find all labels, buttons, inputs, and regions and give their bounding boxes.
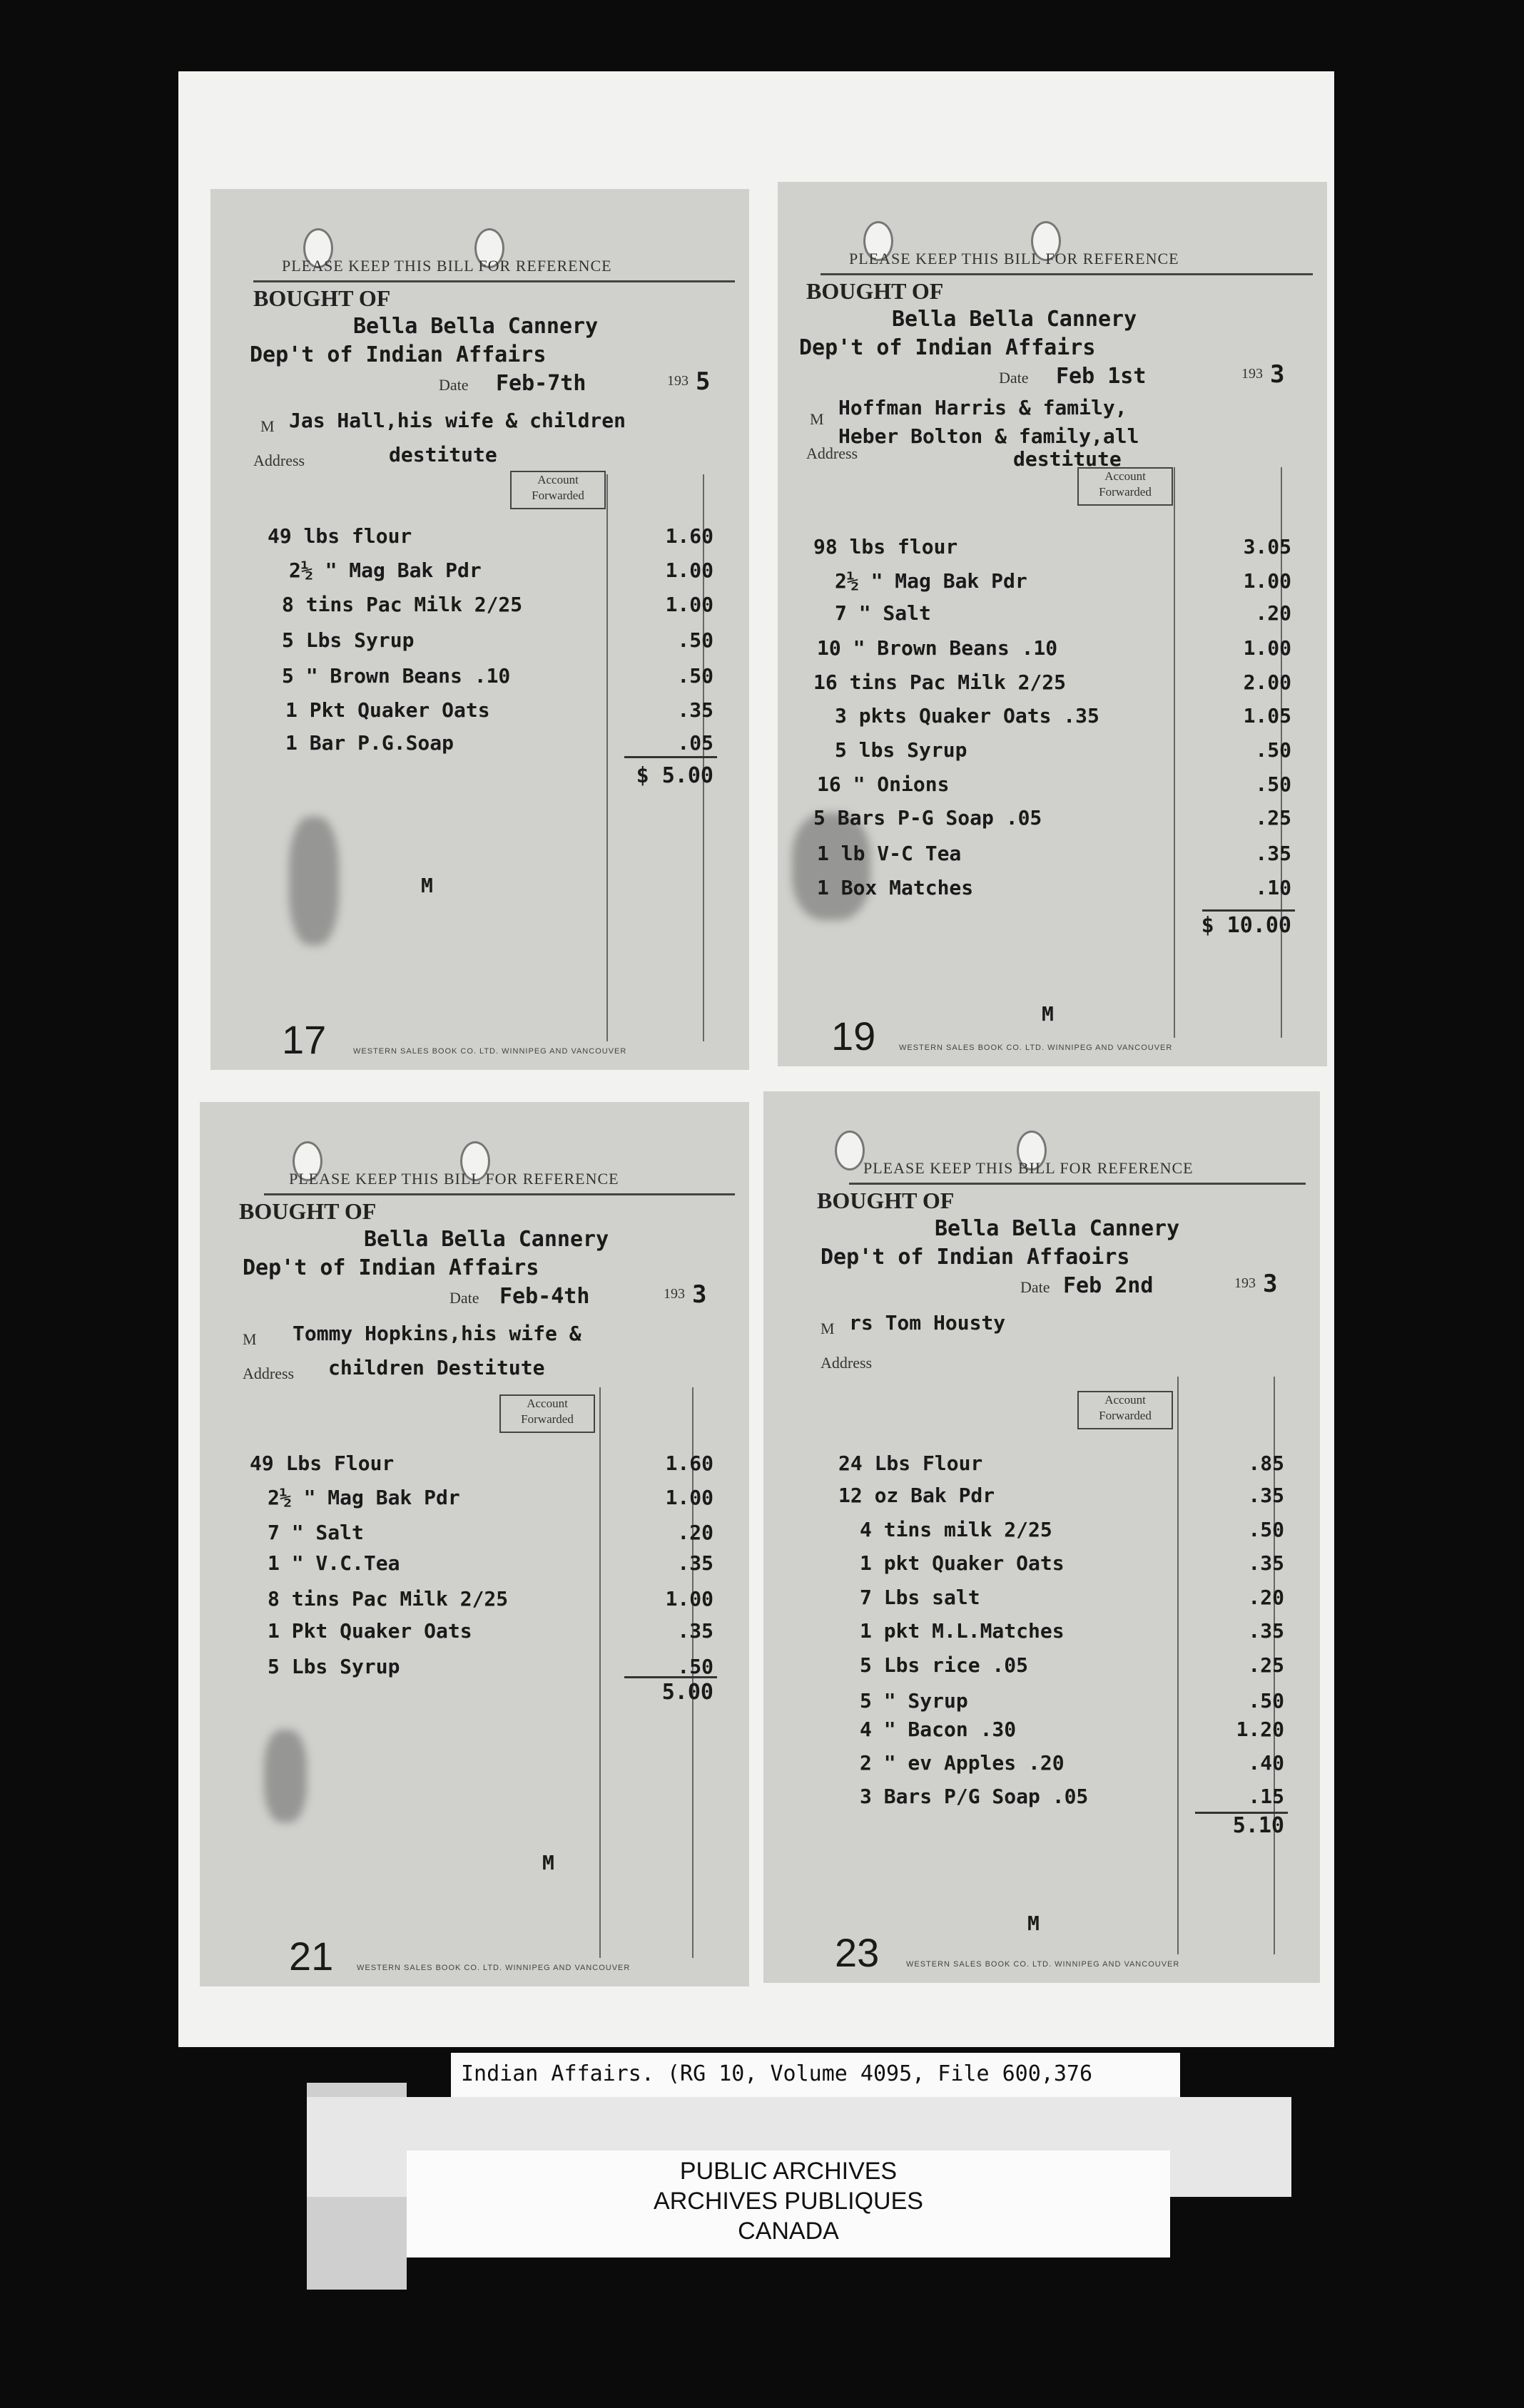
address-label: Address [806,444,858,462]
account-label: Account [527,1397,568,1410]
account-forwarded-box [499,1394,595,1433]
bill-header-note: PLEASE KEEP THIS BILL FOR REFERENCE [289,1170,619,1188]
line-item [813,1484,1306,1518]
total-rule [624,756,717,758]
line-item [253,628,735,663]
line-item [806,569,1313,603]
bill-header-note: PLEASE KEEP THIS BILL FOR REFERENCE [849,250,1179,267]
item-amount: .20 [1248,1586,1284,1609]
signature-mark: M [542,1851,554,1874]
year-prefix: 193 [1241,366,1263,382]
bill-number: 21 [289,1934,334,1979]
bill-header-note: PLEASE KEEP THIS BILL FOR REFERENCE [863,1159,1194,1177]
bought-of-label: BOUGHT OF [239,1198,377,1224]
item-amount: .25 [1248,1653,1284,1677]
bill-number: 17 [282,1017,327,1062]
customer-name-line2: Heber Bolton & family,all [838,424,1139,448]
printer-imprint: WESTERN SALES BOOK CO. LTD. WINNIPEG AND VANCOUVER [906,1960,1180,1969]
item-amount: 1.60 [665,1452,713,1475]
line-item [806,704,1313,738]
item-amount: .50 [1248,1689,1284,1713]
vendor-dept: Dep't of Indian Affairs [243,1255,539,1280]
bill-total: $ 5.00 [636,763,713,788]
account-label: Account [1104,469,1146,483]
caption-text: Indian Affairs. (RG 10, Volume 4095, File 600,376 [461,2061,1093,2086]
line-item [253,593,735,627]
bill-total: 5.00 [661,1680,713,1705]
item-desc: 4 tins milk 2/25 [860,1518,1052,1541]
year-prefix: 193 [1234,1275,1256,1291]
line-item [813,1619,1306,1653]
total-rule [1202,909,1295,912]
line-item [235,1486,735,1520]
year-digit: 3 [1263,1270,1278,1298]
line-item [813,1586,1306,1620]
signature-mark: M [1027,1912,1040,1935]
line-item [813,1518,1306,1552]
forwarded-label: Forwarded [1099,1409,1152,1422]
year-digit: 3 [692,1280,707,1309]
date-label: Date [999,369,1029,387]
item-amount: .35 [677,1619,713,1643]
customer-name: Hoffman Harris & family, [838,396,1127,419]
line-item [806,738,1313,772]
item-amount: 1.00 [1243,569,1291,593]
item-desc: 49 Lbs Flour [250,1452,395,1475]
vendor-dept: Dep't of Indian Affairs [250,342,547,367]
year-prefix: 193 [664,1286,685,1302]
printer-imprint: WESTERN SALES BOOK CO. LTD. WINNIPEG AND VANCOUVER [899,1044,1173,1052]
bill-17 [210,189,749,1070]
item-amount: 1.00 [665,1587,713,1611]
line-item [813,1751,1306,1785]
line-item [813,1718,1306,1752]
item-desc: 8 tins Pac Milk 2/25 [282,593,523,616]
forwarded-label: Forwarded [1099,485,1152,499]
item-amount: .20 [1255,601,1291,625]
item-amount: .10 [1255,876,1291,899]
line-item [806,842,1313,876]
account-forwarded-box [1077,467,1173,506]
printer-imprint: WESTERN SALES BOOK CO. LTD. WINNIPEG AND VANCOUVER [357,1964,631,1972]
item-amount: 1.60 [665,524,713,548]
item-amount: .15 [1248,1785,1284,1808]
item-amount: 1.00 [665,593,713,616]
item-amount: 1.00 [665,558,713,582]
item-desc: 7 Lbs salt [860,1586,980,1609]
item-amount: .05 [677,731,713,755]
item-desc: 16 tins Pac Milk 2/25 [813,670,1067,694]
signature-mark: M [421,874,433,897]
date-label: Date [449,1289,479,1307]
account-forwarded-box [1077,1391,1173,1429]
line-item [235,1551,735,1586]
item-amount: 1.00 [1243,636,1291,660]
line-item [806,636,1313,670]
item-desc: 2½ " Mag Bak Pdr [835,569,1027,593]
item-desc: 5 " Brown Beans .10 [282,664,511,688]
year-prefix: 193 [667,373,689,389]
bill-number: 19 [831,1014,876,1058]
year-digit: 5 [696,367,711,396]
divider [253,280,735,282]
bought-of-label: BOUGHT OF [253,285,391,311]
customer-label: M [260,417,275,435]
item-desc: 4 " Bacon .30 [860,1718,1017,1741]
bill-23 [763,1091,1320,1983]
item-amount: 2.00 [1243,670,1291,694]
account-label: Account [1104,1393,1146,1407]
item-amount: 1.05 [1243,704,1291,728]
item-desc: 5 Bars P-G Soap .05 [813,806,1042,830]
customer-label: M [243,1330,257,1348]
item-amount: 1.20 [1236,1718,1284,1741]
line-item [253,664,735,698]
item-desc: 3 Bars P/G Soap .05 [860,1785,1089,1808]
line-item [813,1452,1306,1486]
item-desc: 2 " ev Apples .20 [860,1751,1065,1775]
customer-name: Jas Hall,his wife & children [289,409,626,432]
item-amount: .25 [1255,806,1291,830]
item-desc: 5 lbs Syrup [835,738,967,762]
customer-label: M [810,410,824,428]
line-item [806,806,1313,840]
line-item [235,1587,735,1621]
line-item [235,1452,735,1486]
item-desc: 1 " V.C.Tea [268,1551,400,1575]
item-amount: .50 [677,628,713,652]
line-item [235,1521,735,1555]
date-label: Date [1020,1278,1050,1296]
item-amount: .50 [677,1655,713,1678]
bill-date: Feb 2nd [1063,1273,1154,1298]
vendor-name: Bella Bella Cannery [892,307,1137,332]
forwarded-label: Forwarded [521,1412,574,1426]
line-item [806,876,1313,910]
customer-name: Tommy Hopkins,his wife & [293,1322,581,1345]
ink-smudge [264,1730,307,1822]
line-item [253,731,735,765]
bill-total: $ 10.00 [1201,913,1291,938]
item-amount: .35 [1248,1551,1284,1575]
bought-of-label: BOUGHT OF [806,278,944,304]
divider [849,1183,1306,1185]
total-rule [624,1676,717,1678]
customer-address: destitute [1013,447,1122,471]
item-desc: 98 lbs flour [813,535,958,558]
item-desc: 5 Lbs rice .05 [860,1653,1029,1677]
vendor-name: Bella Bella Cannery [935,1216,1180,1241]
line-item [235,1655,735,1689]
archive-stamp [407,2151,1170,2258]
item-amount: .35 [1255,842,1291,865]
item-desc: 8 tins Pac Milk 2/25 [268,1587,509,1611]
item-amount: 3.05 [1243,535,1291,558]
line-item [253,558,735,593]
bill-number: 23 [835,1930,880,1975]
line-item [813,1551,1306,1586]
punch-hole [835,1131,865,1170]
item-amount: .50 [1255,772,1291,796]
item-amount: .50 [677,664,713,688]
account-forwarded-box [510,471,606,509]
item-amount: 1.00 [665,1486,713,1509]
item-amount: .35 [1248,1619,1284,1643]
customer-address: destitute [389,443,497,466]
account-label: Account [537,473,579,486]
address-label: Address [253,452,305,469]
item-amount: .85 [1248,1452,1284,1475]
item-desc: 1 Box Matches [817,876,974,899]
bill-19 [778,182,1327,1066]
item-desc: 5 Lbs Syrup [268,1655,400,1678]
address-label: Address [821,1354,873,1372]
vendor-name: Bella Bella Cannery [353,314,599,339]
bill-date: Feb-4th [499,1284,590,1309]
signature-mark: M [1042,1002,1054,1026]
ink-smudge [289,817,339,945]
item-desc: 1 Bar P.G.Soap [285,731,454,755]
line-item [806,535,1313,569]
item-desc: 1 Pkt Quaker Oats [268,1619,472,1643]
line-item [806,772,1313,807]
vendor-dept: Dep't of Indian Affairs [799,335,1096,360]
stamp-line-3: CANADA [738,2218,839,2245]
customer-name: rs Tom Housty [849,1311,1006,1335]
item-desc: 2½ " Mag Bak Pdr [268,1486,460,1509]
line-item [253,698,735,733]
line-item [806,670,1313,705]
divider [821,273,1313,275]
bill-21 [200,1102,749,1986]
address-label: Address [243,1364,295,1382]
line-item [806,601,1313,636]
item-amount: .35 [677,1551,713,1575]
item-desc: 1 pkt M.L.Matches [860,1619,1065,1643]
bill-header-note: PLEASE KEEP THIS BILL FOR REFERENCE [282,257,612,275]
item-desc: 2½ " Mag Bak Pdr [289,558,482,582]
customer-address: children Destitute [328,1356,545,1379]
customer-label: M [821,1320,835,1337]
item-desc: 5 Lbs Syrup [282,628,415,652]
item-desc: 1 Pkt Quaker Oats [285,698,490,722]
item-desc: 16 " Onions [817,772,950,796]
line-item [253,524,735,558]
bill-date: Feb-7th [496,371,586,396]
stamp-line-2: ARCHIVES PUBLIQUES [654,2188,923,2215]
item-desc: 7 " Salt [268,1521,364,1544]
item-desc: 7 " Salt [835,601,931,625]
year-digit: 3 [1270,360,1285,389]
item-desc: 10 " Brown Beans .10 [817,636,1058,660]
item-amount: .50 [1255,738,1291,762]
vendor-name: Bella Bella Cannery [364,1227,609,1252]
bought-of-label: BOUGHT OF [817,1188,955,1213]
item-desc: 24 Lbs Flour [838,1452,983,1475]
item-amount: .50 [1248,1518,1284,1541]
item-desc: 49 lbs flour [268,524,412,548]
bill-total: 5.10 [1232,1813,1284,1838]
item-desc: 1 pkt Quaker Oats [860,1551,1065,1575]
stamp-line-1: PUBLIC ARCHIVES [679,2158,898,2185]
archive-sheet [178,71,1334,2047]
item-desc: 12 oz Bak Pdr [838,1484,995,1507]
item-amount: .35 [677,698,713,722]
archive-caption [451,2053,1180,2097]
printer-imprint: WESTERN SALES BOOK CO. LTD. WINNIPEG AND VANCOUVER [353,1047,627,1056]
item-amount: .40 [1248,1751,1284,1775]
divider [264,1193,735,1195]
item-desc: 5 " Syrup [860,1689,968,1713]
line-item [235,1619,735,1653]
item-amount: .35 [1248,1484,1284,1507]
item-amount: .20 [677,1521,713,1544]
bill-date: Feb 1st [1056,364,1147,389]
date-label: Date [439,376,469,394]
vendor-dept: Dep't of Indian Affaoirs [821,1245,1130,1270]
forwarded-label: Forwarded [532,489,584,502]
item-desc: 1 lb V-C Tea [817,842,962,865]
item-desc: 3 pkts Quaker Oats .35 [835,704,1099,728]
line-item [813,1653,1306,1688]
